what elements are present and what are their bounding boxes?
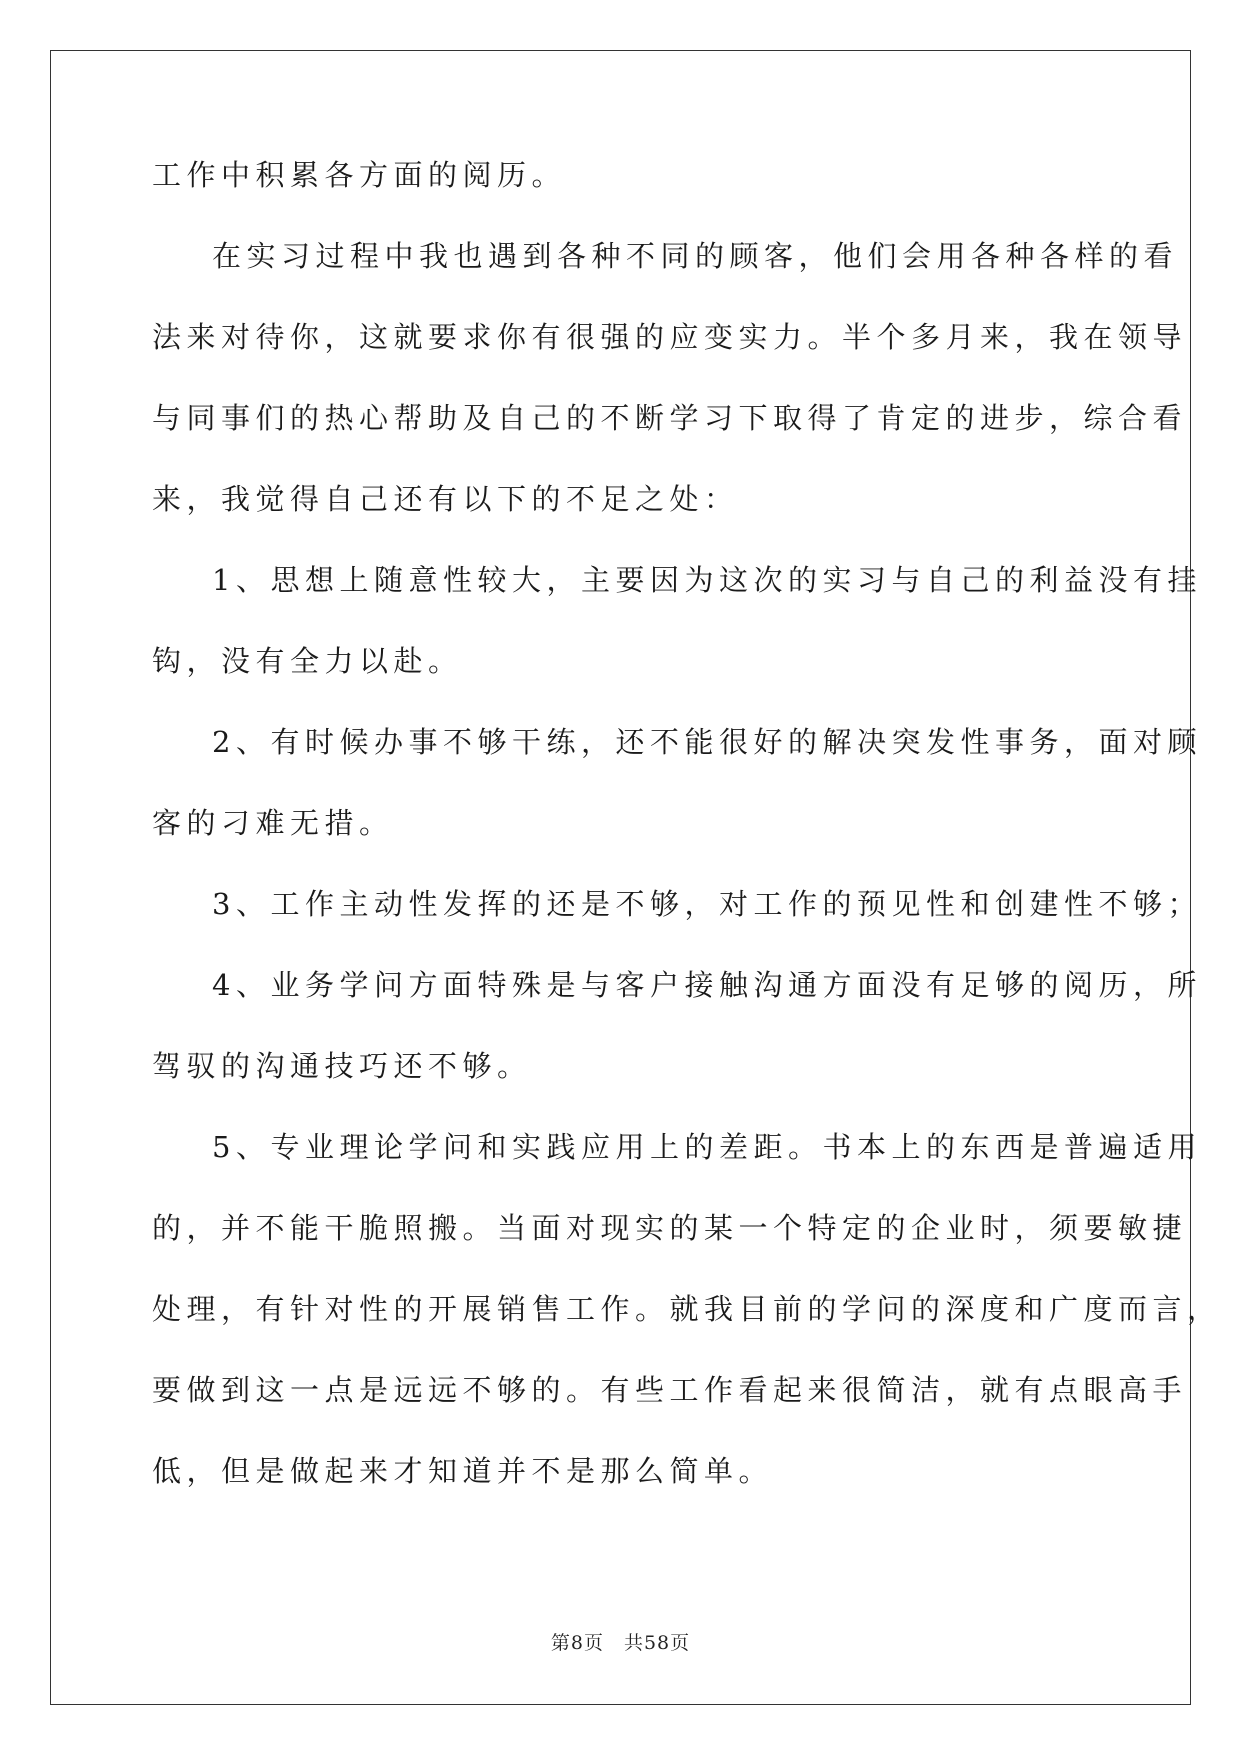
text-line-17: 低，但是做起来才知道并不是那么简单。: [152, 1454, 774, 1488]
text-line-13: 5、专业理论学问和实践应用上的差距。书本上的东西是普遍适用: [212, 1130, 1202, 1164]
text-line-9: 客的刁难无措。: [152, 806, 394, 840]
text-line-11: 4、业务学问方面特殊是与客户接触沟通方面没有足够的阅历，所: [212, 968, 1202, 1002]
text-line-10: 3、工作主动性发挥的还是不够，对工作的预见性和创建性不够；: [212, 887, 1202, 921]
text-line-15: 处理，有针对性的开展销售工作。就我目前的学问的深度和广度而言，: [152, 1292, 1222, 1326]
text-line-7: 钩，没有全力以赴。: [152, 644, 463, 678]
text-line-16: 要做到这一点是远远不够的。有些工作看起来很简洁，就有点眼高手: [152, 1373, 1188, 1407]
text-line-12: 驾驭的沟通技巧还不够。: [152, 1049, 532, 1083]
text-line-2: 在实习过程中我也遇到各种不同的顾客，他们会用各种各样的看: [212, 239, 1179, 273]
text-line-5: 来，我觉得自己还有以下的不足之处：: [152, 482, 739, 516]
text-line-14: 的，并不能干脆照搬。当面对现实的某一个特定的企业时，须要敏捷: [152, 1211, 1188, 1245]
text-line-1: 工作中积累各方面的阅历。: [152, 158, 567, 192]
document-body: [152, 155, 1222, 1532]
text-line-6: 1、思想上随意性较大，主要因为这次的实习与自己的利益没有挂: [212, 563, 1202, 597]
text-line-8: 2、有时候办事不够干练，还不能很好的解决突发性事务，面对顾: [212, 725, 1202, 759]
text-line-4: 与同事们的热心帮助及自己的不断学习下取得了肯定的进步，综合看: [152, 401, 1188, 435]
page-number-footer: 第8页 共58页: [550, 1632, 691, 1654]
text-line-3: 法来对待你，这就要求你有很强的应变实力。半个多月来，我在领导: [152, 320, 1188, 354]
